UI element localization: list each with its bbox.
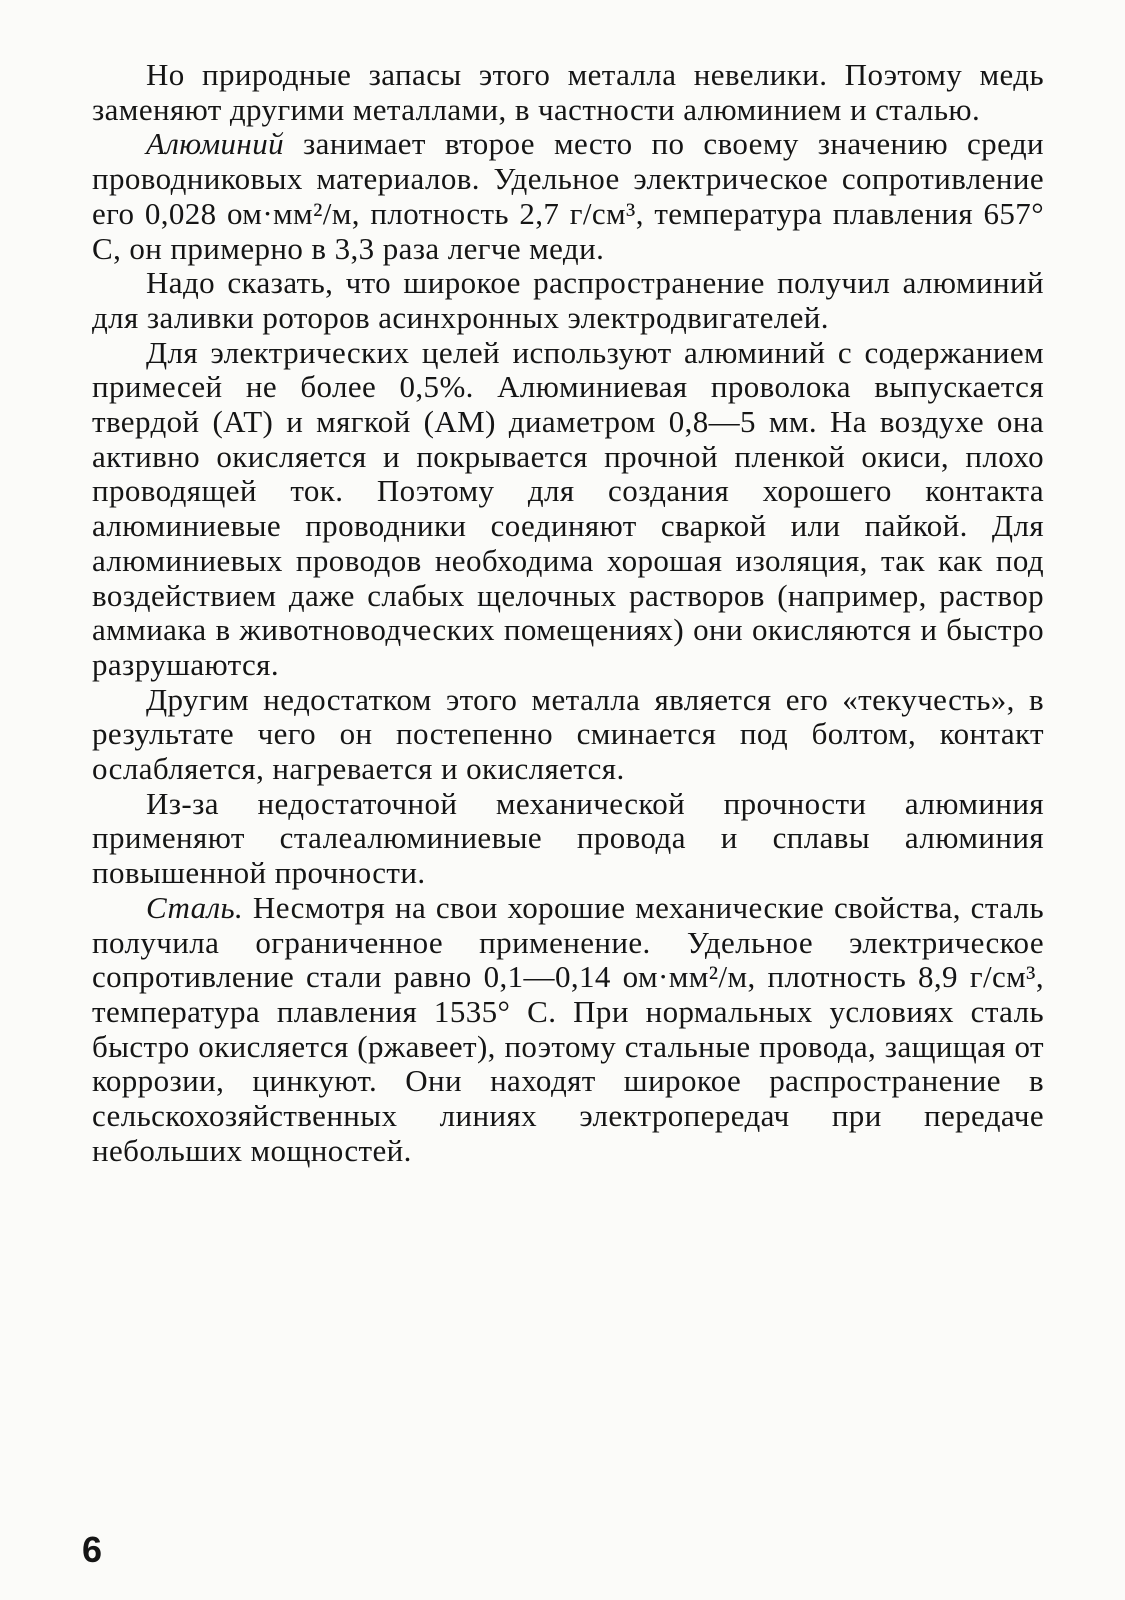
paragraph-1 [92, 58, 1044, 127]
paragraph-steel-text: Несмотря на свои хорошие механические свойства, сталь получила ограниченное применение. Удельное электрическое сопротивление стали равно 0,1—0,14 ом·мм²/м, плотность 8,9 г/см³, температура плавления 1535° С. При нормальных условиях сталь быстро окисляется (ржавеет), поэтому стальные провода, защищая от коррозии, цинкуют. Они находят широкое распространение в сельскохозяйственных линиях электропередач при передаче небольших мощностей. [92, 889, 1044, 1168]
paragraph-aluminium [92, 127, 1044, 266]
page-number: 6 [82, 1529, 103, 1570]
paragraph-1-text: Но природные запасы этого металла невелики. Поэтому медь заменяют другими металлами, в частности алюминием и сталью. [92, 57, 1044, 127]
paragraph-6 [92, 787, 1044, 891]
paragraph-5 [92, 683, 1044, 787]
paragraph-aluminium-lead: Алюминий [146, 126, 284, 162]
body-text [92, 58, 1044, 1169]
paragraph-6-text: Из-за недостаточной механической прочности алюминия применяют сталеалюминиевые провода и сплавы алюминия повышенной прочности. [92, 785, 1044, 891]
paragraph-steel-lead: Сталь. [146, 889, 244, 925]
paragraph-3 [92, 266, 1044, 335]
paragraph-aluminium-text: занимает второе место по своему значению среди проводниковых материалов. Удельное электрическое сопротивление его 0,028 ом·мм²/м, плотность 2,7 г/см³, температура плавления 657° С, он примерно в 3,3 раза легче меди. [92, 126, 1044, 266]
paragraph-4-text: Для электрических целей используют алюминий с содержанием примесей не более 0,5%. Алюминиевая проволока выпускается твердой (АТ) и мягкой (АМ) диаметром 0,8—5 мм. На воздухе она активно окисляется и покрывается прочной пленкой окиси, плохо проводящей ток. Поэтому для создания хорошего контакта алюминиевые проводники соединяют сваркой или пайкой. Для алюминиевых проводов необходима хорошая изоляция, так как под воздействием даже слабых щелочных растворов (например, раствор аммиака в животноводческих помещениях) они окисляются и быстро разрушаются. [92, 334, 1044, 682]
paragraph-3-text: Надо сказать, что широкое распространение получил алюминий для заливки роторов асинхронных электродвигателей. [92, 265, 1044, 335]
paragraph-steel [92, 891, 1044, 1169]
paragraph-5-text: Другим недостатком этого металла является его «текучесть», в результате чего он постепенно сминается под болтом, контакт ослабляется, нагревается и окисляется. [92, 681, 1044, 787]
paragraph-4 [92, 336, 1044, 683]
